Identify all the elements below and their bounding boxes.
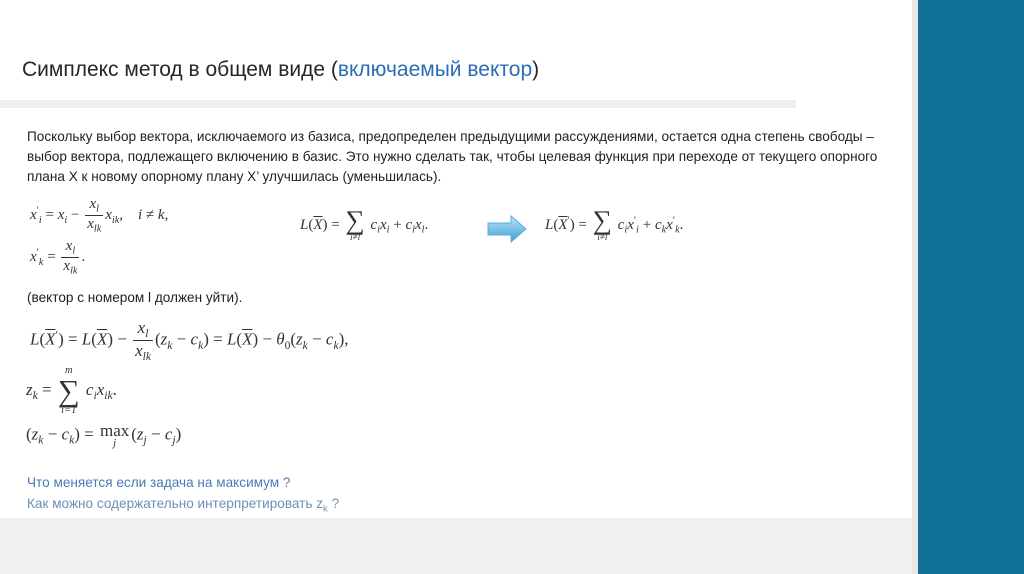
formula-x-prime-k: $x'_k$ = $\frac{x_l}{x_{lk}}$ .	[30, 238, 86, 277]
slide-title	[22, 58, 539, 82]
accent-sidebar	[918, 0, 1024, 574]
footer-band	[0, 518, 912, 574]
formula-objective-change: $L(\overline{X}') = L(\overline{X})$ − $\frac{x_l}{x_{lk}}$ $(z_k - c_k) = L(\overline{X}) - \theta_0(z_k - c_k)$,	[30, 318, 349, 364]
title-underline	[0, 100, 796, 108]
formula-x-prime-i: $x'_i = x_i$ − $\frac{x_l}{x_{lk}}$ $x_{ik}$, i ≠ k,	[30, 196, 169, 235]
question2-prefix: Как можно содержательно интерпретировать z	[27, 496, 324, 511]
formula-zk: $z_k$ = m ∑ i=1 $c_ix_{ik}$.	[26, 365, 117, 416]
question2-suffix: ?	[327, 496, 340, 511]
right-arrow-icon	[487, 215, 527, 243]
formula-objective-new: $L(\overline{X}')$ = ∑ i≠l $c_ix'_i + c_kx'_k$.	[545, 205, 684, 243]
formula-max-criterion: $(z_k - c_k)$ = max j $(z_j - c_j)$	[26, 421, 182, 449]
intro-paragraph: Поскольку выбор вектора, исключаемого из базиса, предопределен предыдущими рассуждениями, остается одна степень свободы – выбор вектора, подлежащего включению в базис. Это нужно сделать так, чтобы целевая функция при переходе от текущего опорного плана Х к новому опорному плану Х’ улучшилась (уменьшилась).	[27, 129, 878, 184]
title-highlight: включаемый вектор	[337, 58, 533, 81]
title-main: Симплекс метод в общем виде (	[22, 58, 338, 81]
question2-subscript: k	[323, 503, 328, 515]
note-text: (вектор с номером l должен уйти).	[27, 290, 243, 305]
question-interpret-zk	[27, 496, 339, 514]
title-close: )	[532, 58, 540, 81]
question-maximum: Что меняется если задача на максимум ?	[27, 475, 291, 490]
formula-objective-current: $L(\overline{X})$ = ∑ i≠l $c_ix_i + c_lx_l$.	[300, 205, 429, 243]
